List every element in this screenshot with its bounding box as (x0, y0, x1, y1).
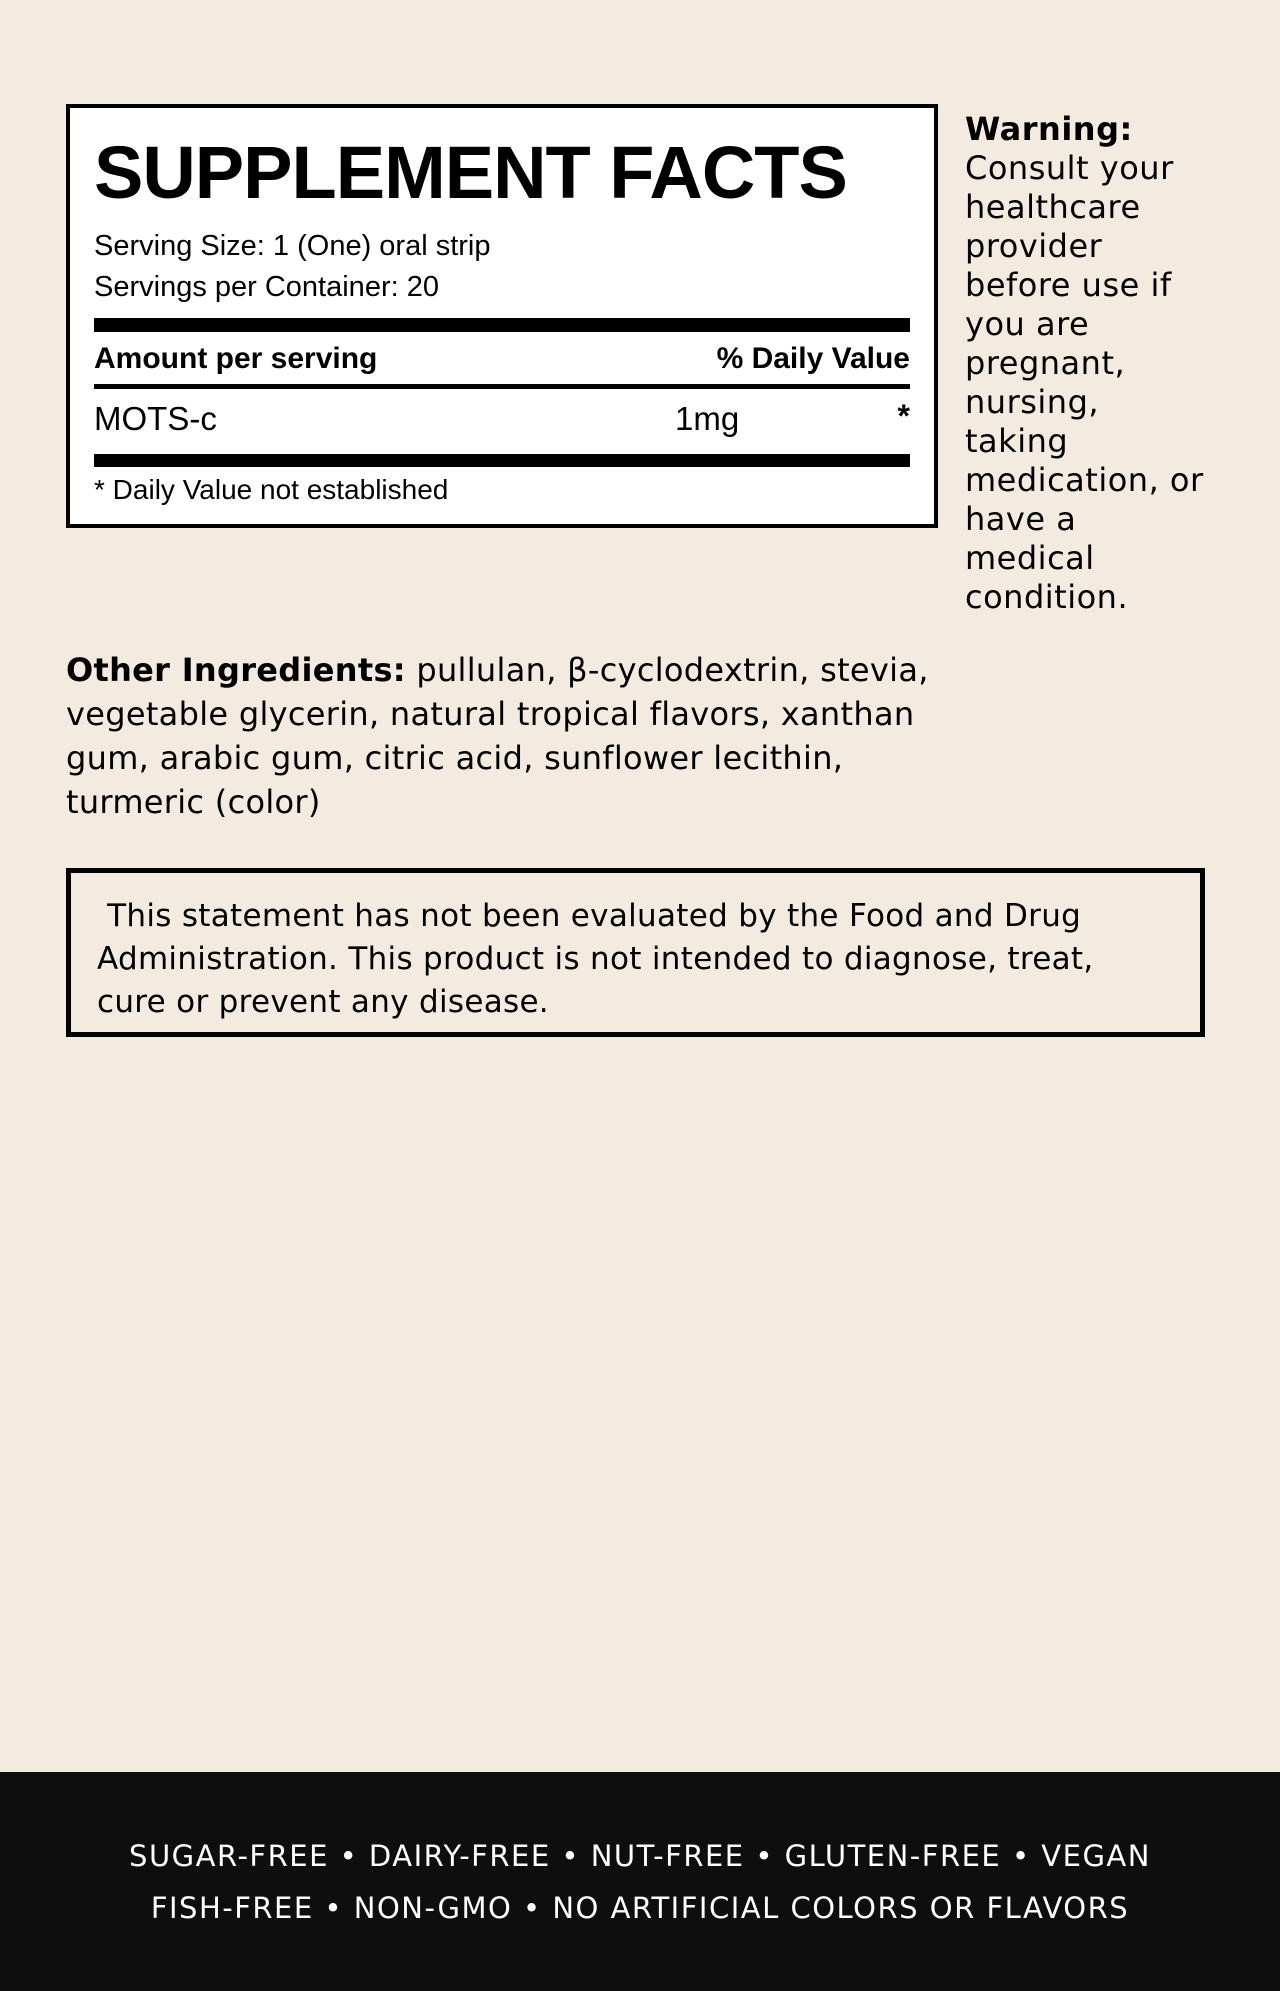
thick-divider-top (94, 318, 910, 332)
supplement-facts-content (94, 108, 910, 524)
ingredients-line: vegetable glycerin, natural tropical flavors, xanthan (66, 695, 915, 733)
other-ingredients (66, 648, 1026, 824)
warning-line: nursing, (965, 383, 1100, 421)
warning-line: pregnant, (965, 344, 1126, 382)
ingredients-text: pullulan, β-cyclodextrin, stevia, (405, 651, 929, 689)
warning-label: Warning: (965, 110, 1133, 148)
warning-block (965, 110, 1265, 617)
daily-value-label: % Daily Value (716, 342, 910, 375)
thin-divider (94, 384, 910, 389)
ingredients-first-line (66, 648, 1026, 692)
warning-line: have a (965, 500, 1077, 538)
warning-line: before use if (965, 266, 1172, 304)
ingredients-line: turmeric (color) (66, 783, 321, 821)
fda-disclaimer-box (66, 868, 1205, 1037)
disclaimer-line: Administration. This product is not intended to diagnose, treat, (97, 941, 1094, 977)
nutrient-row (94, 398, 910, 437)
warning-line: Consult your (965, 149, 1174, 187)
disclaimer-line: cure or prevent any disease. (97, 984, 549, 1020)
ingredients-line: gum, arabic gum, citric acid, sunflower lecithin, (66, 739, 844, 777)
nutrient-name: MOTS-c (94, 400, 217, 437)
supplement-facts-panel (66, 104, 938, 528)
amount-header-row (94, 344, 910, 374)
fda-disclaimer-text (97, 895, 1093, 1024)
warning-line: provider (965, 227, 1103, 265)
warning-line: you are (965, 305, 1090, 343)
free-from-line-2: FISH-FREE • NON-GMO • NO ARTIFICIAL COLORS OR FLAVORS (150, 1891, 1130, 1925)
servings-per-container: Servings per Container: 20 (94, 271, 439, 303)
warning-line: condition. (965, 578, 1129, 616)
nutrient-daily-value: * (897, 398, 910, 434)
other-ingredients-label: Other Ingredients: (66, 651, 406, 689)
free-from-footer (0, 1772, 1280, 1991)
daily-value-footnote: * Daily Value not established (94, 474, 449, 505)
serving-size: Serving Size: 1 (One) oral strip (94, 230, 491, 262)
warning-line: healthcare (965, 188, 1141, 226)
warning-line: taking (965, 422, 1069, 460)
free-from-line-1: SUGAR-FREE • DAIRY-FREE • NUT-FREE • GLUTEN-FREE • VEGAN (129, 1839, 1151, 1873)
thick-divider-bottom (94, 454, 910, 467)
amount-per-serving-label: Amount per serving (94, 342, 378, 375)
warning-line: medication, or (965, 461, 1204, 499)
supplement-facts-title: SUPPLEMENT FACTS (94, 131, 847, 214)
nutrient-amount: 1mg (675, 400, 740, 437)
disclaimer-line: This statement has not been evaluated by the Food and Drug (97, 898, 1082, 934)
warning-line: medical (965, 539, 1095, 577)
